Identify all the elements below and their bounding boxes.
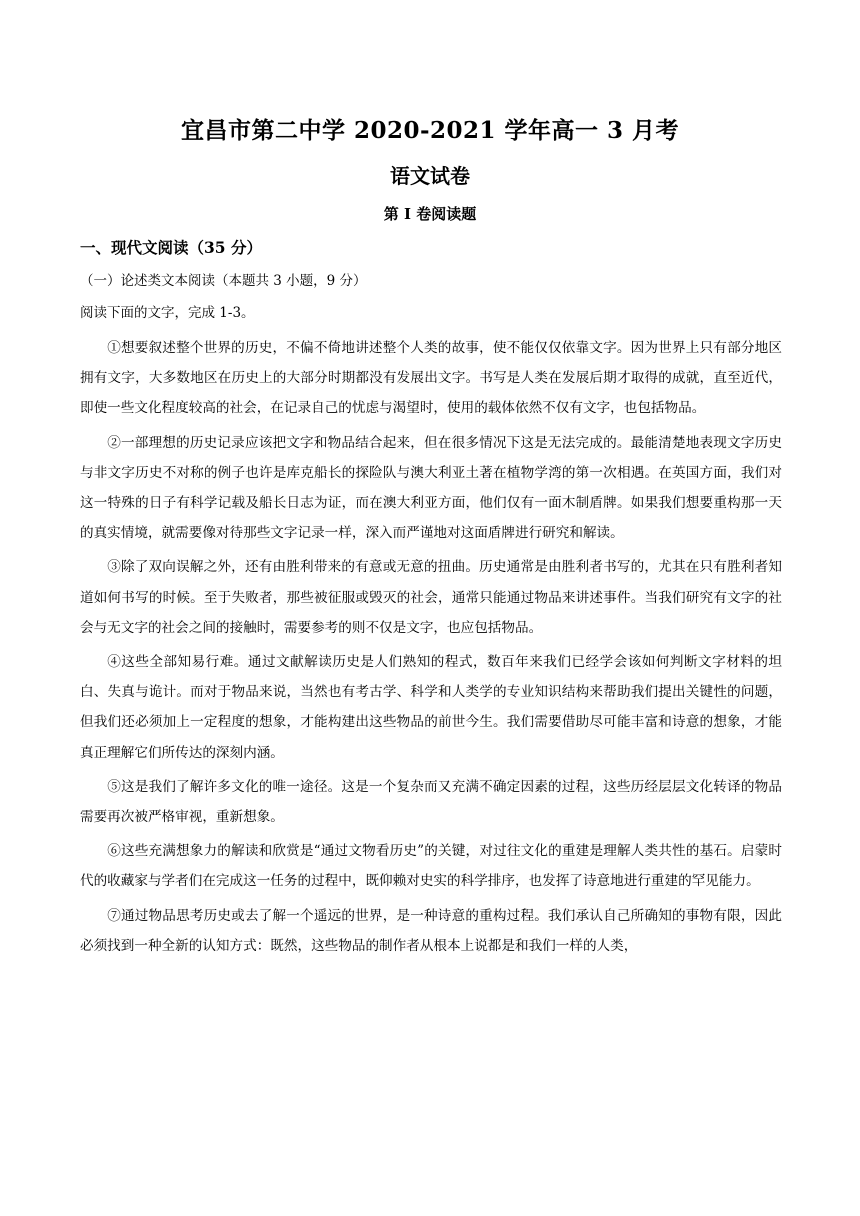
exam-title: 宜昌市第二中学 2020-2021 学年高一 3 月考 xyxy=(180,117,680,144)
paragraph-1: ①想要叙述整个世界的历史，不偏不倚地讲述整个人类的故事，使不能仅仅依靠文字。因为世界上只有部分地区拥有文字，大多数地区在历史上的大部分时期都没有发展出文字。书写是人类在发展后期才取得的成就，直至近代，即使一些文化程度较高的社会，在记录自己的忧虑与渴望时，使用的载体依然不仅有文字，也包括物品。 xyxy=(80,340,782,417)
paragraph-5: ⑤这是我们了解许多文化的唯一途径。这是一个复杂而又充满不确定因素的过程，这些历经层层文化转译的物品需要再次被严格审视，重新想象。 xyxy=(80,778,782,826)
paragraph-6: ⑥这些充满想象力的解读和欣赏是“通过文物看历史”的关键，对过往文化的重建是理解人类共性的基石。启蒙时代的收藏家与学者们在完成这一任务的过程中，既仰赖对史实的科学排序，也发挥了诗意地进行重建的罕见能力。 xyxy=(80,843,782,890)
subsection-heading: （一）论述类文本阅读（本题共 3 小题，9 分） xyxy=(80,273,367,289)
paragraph-3: ③除了双向误解之外，还有由胜利带来的有意或无意的扭曲。历史通常是由胜利者书写的，尤其在只有胜利者知道如何书写的时候。至于失败者，那些被征服或毁灭的社会，通常只能通过物品来讲述事件。当我们研究有文字的社会与无文字的社会之间的接触时，需要参考的则不仅是文字，也应包括物品。 xyxy=(80,559,782,636)
paragraph-2: ②一部理想的历史记录应该把文字和物品结合起来，但在很多情况下这是无法完成的。最能清楚地表现文字历史与非文字历史不对称的例子也许是库克船长的探险队与澳大利亚土著在植物学湾的第一次相遇。在英国方面，我们对这一特殊的日子有科学记载及船长日志为证，而在澳大利亚方面，他们仅有一面木制盾牌。如果我们想要重构那一天的真实情境，就需要像对待那些文字记录一样，深入而严谨地对这面盾牌进行研究和解读。 xyxy=(80,434,782,542)
part-title: 第 I 卷阅读题 xyxy=(383,205,477,223)
paragraph-7: ⑦通过物品思考历史或去了解一个遥远的世界，是一种诗意的重构过程。我们承认自己所确知的事物有限，因此必须找到一种全新的认知方式：既然，这些物品的制作者从根本上说都是和我们一样的人类， xyxy=(80,907,782,954)
passage-body xyxy=(80,333,782,965)
section-heading: 一、现代文阅读（35 分） xyxy=(80,238,262,257)
paragraph-4: ④这些全部知易行难。通过文献解读历史是人们熟知的程式，数百年来我们已经学会该如何判断文字材料的坦白、失真与诡计。而对于物品来说，当然也有考古学、科学和人类学的专业知识结构来帮助我们提出关键性的问题，但我们还必须加上一定程度的想象，才能构建出这些物品的前世今生。我们需要借助尽可能丰富和诗意的想象，才能真正理解它们所传达的深刻内涵。 xyxy=(80,654,782,761)
reading-instruction: 阅读下面的文字，完成 1-3。 xyxy=(80,305,255,321)
exam-subtitle: 语文试卷 xyxy=(390,164,470,188)
